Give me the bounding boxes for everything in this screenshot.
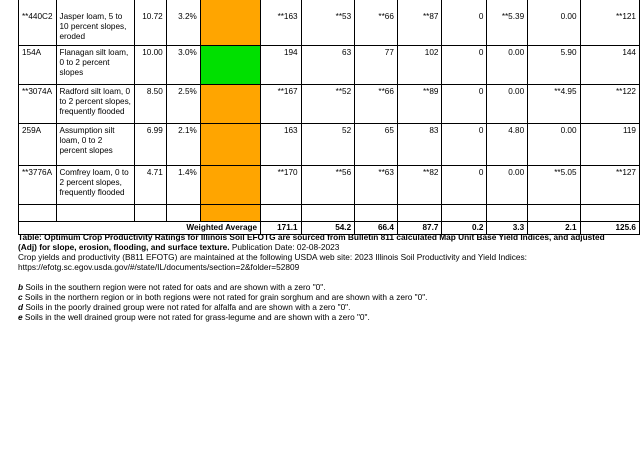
empty-cell xyxy=(261,205,302,222)
rating-value: 0 xyxy=(442,0,487,46)
empty-cell xyxy=(355,205,398,222)
rating-value: 63 xyxy=(301,46,355,85)
weighted-average-value: 0.2 xyxy=(442,222,487,235)
caption-title: Table: Optimum Crop Productivity Ratings for Illinois Soil EFOTG are sourced from Bulletin 811 calculated Map Unit Base Yield Indices, and adjusted (Adj) for slope, erosion, flooding, and surface texture. xyxy=(18,232,605,252)
rating-value: **89 xyxy=(397,85,442,124)
weighted-average-value: 125.6 xyxy=(580,222,639,235)
table-body xyxy=(19,0,640,235)
rating-value: **163 xyxy=(261,0,302,46)
acres: 8.50 xyxy=(135,85,167,124)
weighted-average-label: Weighted Average xyxy=(19,222,261,235)
acres: 4.71 xyxy=(135,166,167,205)
rating-value: 0.00 xyxy=(487,85,528,124)
rating-value: **4.95 xyxy=(528,85,580,124)
empty-cell xyxy=(580,205,639,222)
rating-value: 0.00 xyxy=(487,166,528,205)
footnote xyxy=(18,312,624,322)
legend-color-swatch xyxy=(200,0,260,46)
map-symbol: **3074A xyxy=(19,85,57,124)
footnote-text: Soils in the well drained group were not rated for grass-legume and are shown with a zero "0". xyxy=(22,312,370,322)
caption-source-line: Crop yields and productivity (B811 EFOTG) are maintained at the following USDA web site: 2023 Illinois Soil Productivity and Yield Indices: xyxy=(18,252,527,262)
empty-cell xyxy=(442,205,487,222)
footnote-key: d xyxy=(18,302,24,312)
footnote xyxy=(18,282,624,292)
rating-value: **82 xyxy=(397,166,442,205)
acres: 10.72 xyxy=(135,0,167,46)
rating-value: **122 xyxy=(580,85,639,124)
rating-value: 119 xyxy=(580,124,639,166)
rating-value: **56 xyxy=(301,166,355,205)
rating-value: 4.80 xyxy=(487,124,528,166)
empty-cell xyxy=(56,205,135,222)
empty-cell xyxy=(528,205,580,222)
percent-of-field: 3.2% xyxy=(166,0,200,46)
rating-value: 77 xyxy=(355,46,398,85)
footnote-key: c xyxy=(18,292,23,302)
empty-cell xyxy=(487,205,528,222)
map-symbol: **440C2 xyxy=(19,0,57,46)
empty-cell xyxy=(166,205,200,222)
rating-value: 0 xyxy=(442,46,487,85)
weighted-average-value: 66.4 xyxy=(355,222,398,235)
rating-value: 194 xyxy=(261,46,302,85)
rating-value: 0.00 xyxy=(487,46,528,85)
map-symbol: 154A xyxy=(19,46,57,85)
publication-date: Publication Date: 02-08-2023 xyxy=(229,242,340,252)
percent-of-field: 1.4% xyxy=(166,166,200,205)
table-row xyxy=(19,85,640,124)
rating-value: **121 xyxy=(580,0,639,46)
rating-value: **170 xyxy=(261,166,302,205)
legend-color-swatch xyxy=(200,46,260,85)
table-row xyxy=(19,0,640,46)
weighted-average-value: 54.2 xyxy=(301,222,355,235)
table-row xyxy=(19,166,640,205)
rating-value: **5.39 xyxy=(487,0,528,46)
footnote-key: e xyxy=(18,312,23,322)
empty-cell xyxy=(19,205,57,222)
rating-value: **66 xyxy=(355,0,398,46)
weighted-average-value: 3.3 xyxy=(487,222,528,235)
percent-of-field: 3.0% xyxy=(166,46,200,85)
rating-value: 102 xyxy=(397,46,442,85)
rating-value: **87 xyxy=(397,0,442,46)
soil-description: Comfrey loam, 0 to 2 percent slopes, frequently flooded xyxy=(56,166,135,205)
weighted-average-value: 2.1 xyxy=(528,222,580,235)
map-symbol: **3776A xyxy=(19,166,57,205)
acres: 6.99 xyxy=(135,124,167,166)
rating-value: 0.00 xyxy=(528,0,580,46)
weighted-average-value: 171.1 xyxy=(261,222,302,235)
empty-cell xyxy=(301,205,355,222)
footnote-text: Soils in the poorly drained group were not rated for alfalfa and are shown with a zero "0". xyxy=(23,302,351,312)
rating-value: 144 xyxy=(580,46,639,85)
rating-value: 163 xyxy=(261,124,302,166)
map-symbol: 259A xyxy=(19,124,57,166)
rating-value: 0 xyxy=(442,85,487,124)
weighted-average-value: 87.7 xyxy=(397,222,442,235)
rating-value: 0 xyxy=(442,166,487,205)
source-url[interactable]: https://efotg.sc.egov.usda.gov/#/state/IL/documents/section=2&folder=52809 xyxy=(18,262,300,272)
legend-color-swatch xyxy=(200,124,260,166)
rating-value: 83 xyxy=(397,124,442,166)
table-notes xyxy=(18,232,624,322)
footnotes xyxy=(18,282,624,322)
rating-value: 0.00 xyxy=(528,124,580,166)
percent-of-field: 2.5% xyxy=(166,85,200,124)
rating-value: 52 xyxy=(301,124,355,166)
legend-color-swatch xyxy=(200,166,260,205)
rating-value: **66 xyxy=(355,85,398,124)
percent-of-field: 2.1% xyxy=(166,124,200,166)
footnote xyxy=(18,302,624,312)
spacer-row xyxy=(19,205,640,222)
empty-cell xyxy=(200,205,260,222)
rating-value: **5.05 xyxy=(528,166,580,205)
footnote-text: Soils in the southern region were not rated for oats and are shown with a zero "0". xyxy=(23,282,326,292)
soil-description: Jasper loam, 5 to 10 percent slopes, eroded xyxy=(56,0,135,46)
empty-cell xyxy=(135,205,167,222)
empty-cell xyxy=(397,205,442,222)
soil-description: Radford silt loam, 0 to 2 percent slopes, frequently flooded xyxy=(56,85,135,124)
productivity-table xyxy=(18,0,640,235)
rating-value: **167 xyxy=(261,85,302,124)
rating-value: 65 xyxy=(355,124,398,166)
rating-value: 5.90 xyxy=(528,46,580,85)
footnote-text: Soils in the northern region or in both regions were not rated for grain sorghum and are shown with a zero "0". xyxy=(22,292,428,302)
soil-description: Flanagan silt loam, 0 to 2 percent slopes xyxy=(56,46,135,85)
table-row xyxy=(19,124,640,166)
rating-value: **127 xyxy=(580,166,639,205)
legend-color-swatch xyxy=(200,85,260,124)
acres: 10.00 xyxy=(135,46,167,85)
table-row xyxy=(19,46,640,85)
rating-value: **52 xyxy=(301,85,355,124)
rating-value: 0 xyxy=(442,124,487,166)
footnote xyxy=(18,292,624,302)
rating-value: **53 xyxy=(301,0,355,46)
table-caption xyxy=(18,232,624,252)
footnote-key: b xyxy=(18,282,24,292)
soil-description: Assumption silt loam, 0 to 2 percent slopes xyxy=(56,124,135,166)
rating-value: **63 xyxy=(355,166,398,205)
